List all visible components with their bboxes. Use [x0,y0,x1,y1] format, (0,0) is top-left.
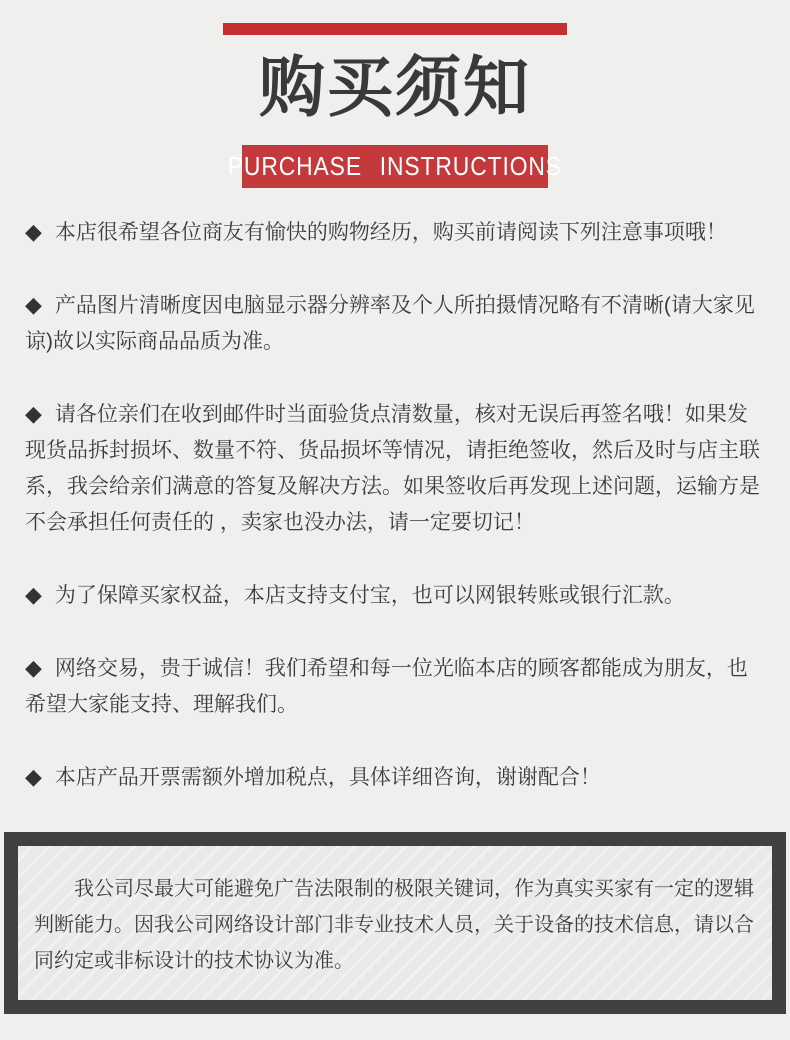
notice-item [25,650,767,723]
notice-item-text: 产品图片清晰度因电脑显示器分辨率及个人所拍摄情况略有不清晰(请大家见谅)故以实际商品品质为准。 [25,294,755,353]
diamond-bullet-icon: ◆ [25,292,42,317]
notice-item-text: 本店产品开票需额外增加税点，具体详细咨询，谢谢配合！ [54,766,601,789]
purchase-instructions-page [0,23,790,1040]
notice-item-text: 请各位亲们在收到邮件时当面验货点清数量，核对无误后再签名哦！如果发现货品拆封损坏、数量不符、货品损坏等情况，请拒绝签收，然后及时与店主联系，我会给亲们满意的答复及解决方法。如果签收后再发现上述问题，运输方是不会承担任何责任的 ，卖家也没办法，请一定要切记！ [25,403,760,534]
notice-item-text: 网络交易，贵于诚信！我们希望和每一位光临本店的顾客都能成为朋友，也希望大家能支持、理解我们。 [25,657,748,716]
notice-item [25,214,767,251]
subtitle-banner [227,145,563,188]
disclaimer-text: 我公司尽最大可能避免广告法限制的极限关键词，作为真实买家有一定的逻辑判断能力。因我公司网络设计部门非专业技术人员，关于设备的技术信息，请以合同约定或非标设计的技术协议为准。 [34,878,754,972]
notice-item [25,759,767,796]
diamond-bullet-icon: ◆ [25,764,42,789]
disclaimer-box [4,832,786,1014]
notice-list [0,188,790,796]
subtitle-banner-text: PURCHASE INSTRUCTIONS [227,151,563,181]
page-title: 购买须知 [259,50,531,124]
diamond-bullet-icon: ◆ [25,219,42,244]
diamond-bullet-icon: ◆ [25,655,42,680]
notice-item [25,287,767,360]
notice-item-text: 本店很希望各位商友有愉快的购物经历，购买前请阅读下列注意事项哦！ [54,221,727,244]
diamond-bullet-icon: ◆ [25,401,42,426]
top-accent-bar [223,23,567,35]
notice-item [25,396,767,541]
diamond-bullet-icon: ◆ [25,582,42,607]
notice-item-text: 为了保障买家权益，本店支持支付宝，也可以网银转账或银行汇款。 [54,584,685,607]
notice-item [25,577,767,614]
